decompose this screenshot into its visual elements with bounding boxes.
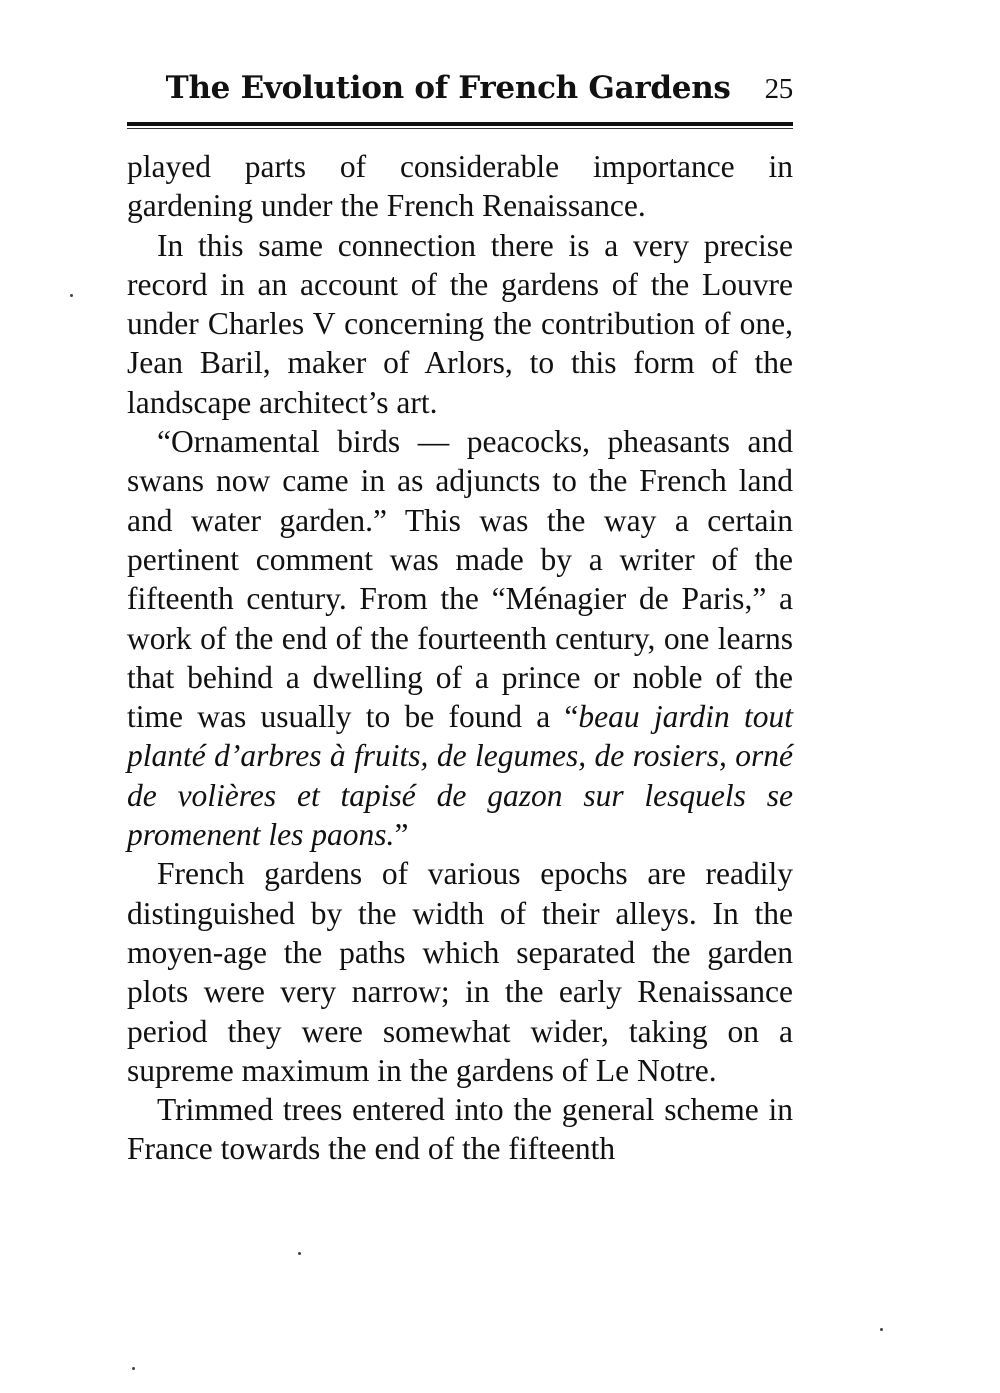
paragraph-1: played parts of considerable importance in gardening under the French Renaissance. <box>127 149 793 224</box>
body-text <box>127 147 793 1169</box>
paragraph-2: In this same connection there is a very precise record in an account of the gardens of the Louvre under Charles V concerning the contribution of one, Jean Baril, maker of Arlors, to this form of the landscape architect’s art. <box>127 227 793 420</box>
running-title: The Evolution of French Gardens <box>165 70 731 106</box>
french-quotation: beau jardin tout planté d’arbres à fruits, de legumes, de rosiers, orné de volières et tapisé de gazon sur lesquels se promenent les paons. <box>127 699 794 853</box>
paragraph-3 <box>127 422 793 854</box>
closing-quote: ” <box>394 817 409 853</box>
paragraph-5: Trimmed trees entered into the general scheme in France towards the end of the fifteenth <box>127 1092 793 1167</box>
running-head <box>127 70 793 120</box>
book-page <box>127 70 793 1169</box>
scan-speck <box>70 294 73 297</box>
scan-speck <box>880 1328 883 1331</box>
header-rule <box>127 122 793 126</box>
paragraph-3-text: “Ornamental birds — peacocks, pheasants and swans now came in as adjuncts to the French land and water garden.” This was the way a certain pertinent comment was made by a writer of the fifteenth century. From the “Ménagier de Paris,” a work of the end of the fourteenth century, one learns that behind a dwelling of a prince or noble of the time was usually to be found a “ <box>127 424 793 735</box>
header-rule-thin <box>127 128 793 129</box>
paragraph-4: French gardens of various epochs are readily distinguished by the width of their alleys. In the moyen-age the paths which separated the garden plots were very narrow; in the early Renaissance period they were somewhat wider, taking on a supreme maximum in the gardens of Le Notre. <box>127 856 793 1088</box>
scan-speck <box>298 1252 301 1255</box>
page-number: 25 <box>764 73 793 105</box>
scan-speck <box>132 1367 135 1370</box>
